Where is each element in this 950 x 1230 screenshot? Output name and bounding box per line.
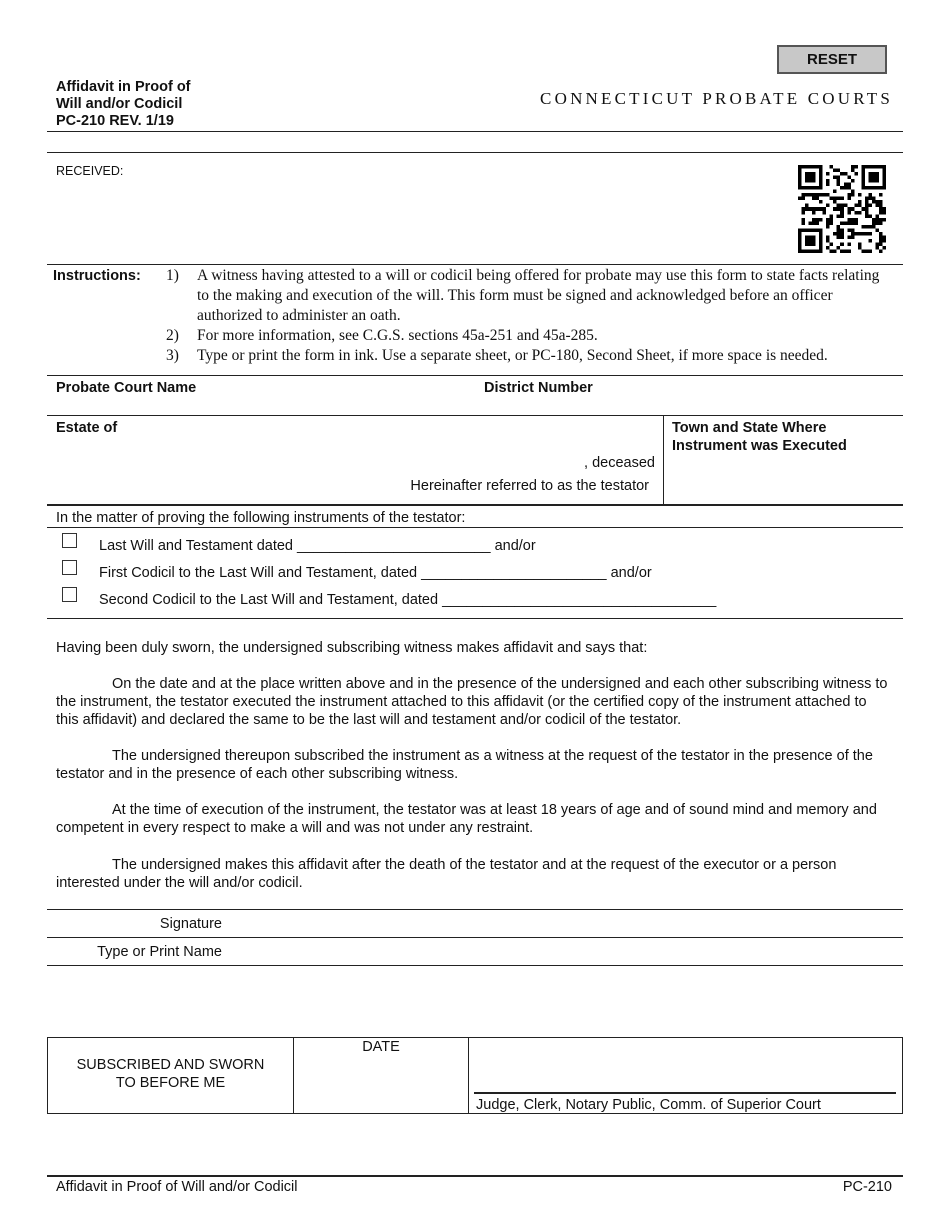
instruction-item <box>166 326 881 346</box>
divider <box>47 152 903 153</box>
officer-signature-line <box>474 1092 896 1094</box>
first-codicil-checkbox[interactable] <box>62 560 77 575</box>
district-number-field[interactable] <box>484 398 884 414</box>
officer-label: Judge, Clerk, Notary Public, Comm. of Superior Court <box>476 1097 821 1113</box>
signature-label: Signature <box>159 916 222 932</box>
instruments-intro: In the matter of proving the following instruments of the testator: <box>56 510 466 526</box>
date-field[interactable] <box>298 1060 464 1108</box>
district-number-label: District Number <box>484 380 593 396</box>
print-name-label: Type or Print Name <box>97 944 222 960</box>
court-name-label: Probate Court Name <box>56 380 197 396</box>
divider <box>47 909 903 910</box>
form-number: PC-210 REV. 1/19 <box>56 113 174 129</box>
divider <box>468 1037 469 1114</box>
form-title-line2: Will and/or Codicil <box>56 96 183 112</box>
officer-signature-field[interactable] <box>474 1041 896 1089</box>
subscribed-sworn-line1: SUBSCRIBED AND SWORN <box>76 1057 265 1073</box>
instructions-label: Instructions: <box>53 268 141 284</box>
form-title-line1: Affidavit in Proof of <box>56 79 191 95</box>
affidavit-paragraph: At the time of execution of the instrument, the testator was at least 18 years of age and of sound mind and memory and competent in every respect to make a will and was not under any restraint. <box>56 802 877 836</box>
instruction-number: 1) <box>166 267 179 284</box>
affidavit-intro: Having been duly sworn, the undersigned subscribing witness makes affidavit and says that: <box>56 640 648 656</box>
instruction-text: A witness having attested to a will or codicil being offered for probate may use this form to state facts relating to the making and execution of the will. This form must be signed and acknowledged before an officer authorized to administer an oath. <box>197 267 880 324</box>
second-codicil-line: Second Codicil to the Last Will and Testament, dated __________________________________ <box>99 592 717 608</box>
divider <box>47 618 903 619</box>
agency-name: CONNECTICUT PROBATE COURTS <box>540 89 893 108</box>
form-title <box>56 79 191 130</box>
affidavit-paragraph: The undersigned makes this affidavit after the death of the testator and at the request of the executor or a person interested under the will and/or codicil. <box>56 857 837 891</box>
last-will-line: Last Will and Testament dated ________________________ and/or <box>99 538 536 554</box>
footer-form-number: PC-210 <box>842 1179 892 1195</box>
court-name-field[interactable] <box>50 398 470 414</box>
town-state-label-line2: Instrument was Executed <box>672 438 847 454</box>
received-label: RECEIVED: <box>56 164 124 178</box>
estate-name-field[interactable] <box>56 438 656 454</box>
instruction-number: 2) <box>166 327 179 344</box>
instruction-item <box>166 346 881 366</box>
footer-title: Affidavit in Proof of Will and/or Codicil <box>56 1179 298 1195</box>
subscribed-sworn-line2: TO BEFORE ME <box>115 1075 226 1091</box>
first-codicil-line: First Codicil to the Last Will and Testament, dated _______________________ and/or <box>99 565 652 581</box>
print-name-field[interactable] <box>232 940 892 964</box>
date-label: DATE <box>362 1039 400 1055</box>
testator-label: Hereinafter referred to as the testator <box>410 478 649 494</box>
signature-field[interactable] <box>232 912 892 936</box>
divider <box>47 527 903 528</box>
subscribed-sworn-label <box>48 1056 293 1092</box>
instruction-item <box>166 266 881 326</box>
town-state-field[interactable] <box>672 460 897 498</box>
second-codicil-checkbox[interactable] <box>62 587 77 602</box>
affidavit-paragraph: On the date and at the place written above and in the presence of the undersigned and each other subscribing witness to the instrument, the testator executed the instrument attached to this affidavit (or the certified copy of the instrument attached to this affidavit) and declared the same to be the last will and testament and/or codicil of the testator. <box>56 676 888 728</box>
town-state-label <box>672 419 847 455</box>
instruction-number: 3) <box>166 347 179 364</box>
qr-code <box>798 165 886 253</box>
town-state-label-line1: Town and State Where <box>672 420 827 436</box>
affidavit-paragraph: The undersigned thereupon subscribed the instrument as a witness at the request of the testator in the presence of the testator and in the presence of each other subscribing witness. <box>56 748 873 782</box>
divider <box>47 131 903 132</box>
instructions-list <box>166 266 881 366</box>
divider <box>47 375 903 376</box>
deceased-label: , deceased <box>584 455 655 471</box>
divider <box>47 504 903 506</box>
last-will-checkbox[interactable] <box>62 533 77 548</box>
divider <box>47 415 903 416</box>
divider <box>47 965 903 966</box>
reset-button[interactable]: RESET <box>777 45 887 74</box>
instruction-text: Type or print the form in ink. Use a separate sheet, or PC-180, Second Sheet, if more space is needed. <box>197 347 828 364</box>
divider <box>47 264 903 265</box>
estate-of-label: Estate of <box>56 420 118 436</box>
divider <box>47 937 903 938</box>
instruction-text: For more information, see C.G.S. sections 45a-251 and 45a-285. <box>197 327 598 344</box>
divider <box>663 415 664 505</box>
footer-divider <box>47 1175 903 1177</box>
